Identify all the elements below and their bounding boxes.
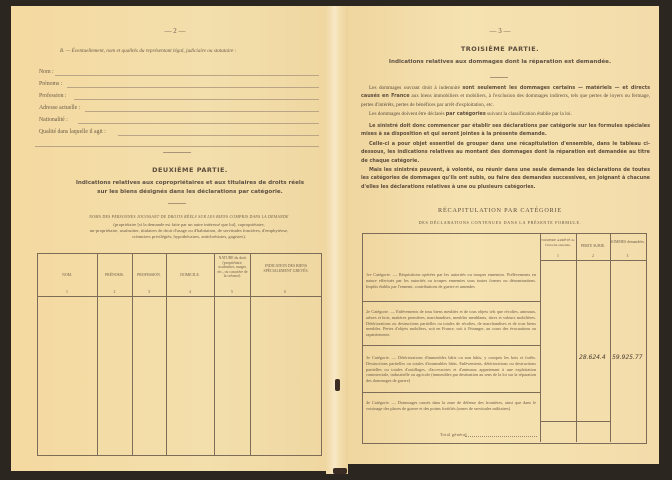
field-input-prenoms[interactable] (67, 87, 319, 88)
field-label-qualite: Qualité dans laquelle il agit : (39, 129, 106, 135)
col-divider (132, 253, 133, 455)
col-number: 4 (189, 290, 191, 294)
col-divider (540, 233, 541, 442)
total-leader-dots (465, 436, 537, 437)
tear-mark (335, 379, 340, 391)
col-header-prenoms: PRÉNOMS. (105, 273, 124, 277)
category-2-text: 2e Catégorie. — Enlèvements de tous biens meubles et de tous objets tels que récoltes, animaux, arbres et bois, matières premières, marchandises, meubles meublants, titres et valeurs mobilières. Détériorations ou destructions partielles ou totales de récoltes, de marchandises et de tous biens meubles. Pertes d'objets mobiliers, soit en France, soit à l'étranger, au cours des évacuations ou rapatriements (366, 309, 536, 338)
field-input-extra[interactable] (35, 146, 319, 147)
field-input-nationalite[interactable] (78, 123, 319, 124)
col-divider (214, 253, 215, 455)
col-divider (97, 253, 98, 455)
recap-col-header-nombre: NOMBRE ARRÊTÉ de l'autorité ennemie. (541, 238, 575, 247)
tear-mark (333, 468, 347, 474)
total-label: Total général (440, 432, 467, 437)
recap-col-header-perte: PERTE SUBIE. (580, 244, 606, 248)
col-divider (250, 253, 251, 455)
col-divider (610, 233, 611, 442)
field-label-nom: Nom : (39, 69, 54, 75)
part-2-title: DEUXIÈME PARTIE. (152, 166, 228, 174)
intro-paragraph-1: Les dommages ouvrant droit à indemnité sont seulement les dommages certains — matériels — et directs causés en France aux biens immobiliers et mobiliers, à l'exclusion des dommages indirects, tels que pertes de loyers ou fermage, pertes d'intérêts, pertes de bénéfices par arrêt d'exploitation, etc. (361, 85, 650, 108)
intro-paragraph-2: Les dommages doivent être déclarés par catégories suivant la classification établie par la loi. (369, 111, 572, 117)
divider (490, 77, 508, 78)
field-input-qualite[interactable] (118, 135, 319, 136)
col-header-nom: NOM. (62, 273, 72, 277)
field-input-profession[interactable] (74, 99, 319, 100)
category-4-text: 4e Catégorie. — Dommages causés dans la zone de défense des frontières, ainsi que dans le voisinage des places de guerre et des points fortifiés (zones de servitudes militaires) (366, 400, 536, 411)
part-2-subtitle-2: sur les biens désignés dans les déclarations par catégorie. (97, 189, 283, 195)
page-number-left: — 2 — (164, 27, 186, 35)
instruction-paragraph-3: Mais les sinistrés peuvent, à volonté, ou réunir dans une seule demande les déclarations de toutes les catégories de dommages qu'ils ont subis, ou faire des demandes successives, en joignant à chacune d'elles les déclarations relatives à une ou plusieurs catégories. (361, 167, 650, 190)
row-divider (362, 345, 540, 346)
table-note-2: nu-propriétaire, usufruitier, titulaires de droit d'usage ou d'habitation, de servitudes foncières, d'emphytéose, (89, 228, 289, 233)
col-header-biens: INDICATION DES BIENS SPÉCIALEMENT GREVÉS. (263, 264, 309, 273)
recap-table (362, 233, 647, 444)
col-number: 3 (626, 254, 629, 258)
part-3-subtitle: Indications relatives aux dommages dont la réparation est demandée. (388, 59, 612, 65)
part-2-subtitle-1: Indications relatives aux copropriétaires et aux titulaires de droits réels (75, 180, 305, 186)
field-label-adresse: Adresse actuelle : (39, 105, 81, 111)
category-3-perte-value[interactable]: 28.624.4 (579, 354, 606, 361)
row-divider (362, 301, 540, 302)
col-header-nature: NATURE du droit (propriétaire, usufruitier, usager, etc., ou caractère de la créance). (217, 256, 248, 279)
instruction-paragraph-2: Celle-ci a pour objet essentiel de grouper dans une récapitulation d'ensemble, dans le tableau ci-dessous, les indications relatives au montant des dommages dont la réparation est demandée au titre de chaque catégorie. (361, 141, 650, 164)
section-b-title: B. — Éventuellement, nom et qualités du représentant légal, judiciaire ou statutaire : (60, 48, 237, 54)
field-input-adresse[interactable] (85, 111, 319, 112)
row-divider (540, 421, 610, 422)
recap-title: RÉCAPITULATION PAR CATÉGORIE (438, 207, 562, 214)
table-header-divider (37, 296, 321, 297)
instruction-paragraph-1: Le sinistré doit donc commencer par établir ses déclarations par catégorie sur les formules spéciales mises à sa disposition et qui seront jointes à la présente demande. (361, 123, 650, 138)
rights-holders-table (37, 253, 322, 456)
page-number-right: — 3 — (489, 27, 511, 35)
table-header-divider (540, 260, 646, 261)
col-header-profession: PROFESSION. (137, 273, 161, 277)
category-1-text: 1re Catégorie. — Réquisitions opérées par les autorités ou troupes ennemies. Prélèvements en nature effectués par les autorités ou troupes ennemies sous toutes formes ou dénominations. Impôts établis par l'ennemi, contributions de guerre et amendes (366, 272, 536, 289)
category-3-sommes-value[interactable]: 59.925.77 (612, 354, 643, 361)
col-number: 3 (148, 290, 150, 294)
col-number: 2 (592, 254, 594, 258)
table-caption: NOMS DES PERSONNES JOUISSANT DE DROITS RÉELS SUR LES BIENS COMPRIS DANS LA DEMANDE (89, 215, 289, 219)
table-note-3: créanciers privilégiés, hypothécaires, antichrésistes, gagistes). (132, 234, 246, 239)
field-input-nom[interactable] (55, 75, 319, 76)
col-divider (576, 233, 577, 442)
divider (168, 203, 186, 204)
col-number: 6 (284, 290, 286, 294)
field-label-nationalite: Nationalité : (39, 117, 68, 123)
part-3-title: TROISIÈME PARTIE. (460, 45, 540, 53)
col-header-domicile: DOMICILE. (180, 273, 200, 277)
col-divider (166, 253, 167, 455)
col-number: 1 (557, 254, 559, 258)
row-divider (362, 392, 540, 393)
col-number: 1 (66, 290, 68, 294)
col-number: 2 (113, 290, 116, 294)
col-number: 5 (231, 290, 233, 294)
divider (163, 152, 191, 153)
category-3-text: 3e Catégorie. — Détériorations d'immeubles bâtis ou non bâtis, y compris les bois et forêts. Destructions partielles ou totales d'immeubles bâtis. Enlèvements, détériorations ou destructions partielles ou totales d'outillages, d'accessoires et d'animaux appartenant à une exploitation commerciale, industrielle ou agricole (immeubles par destination au sens de la loi sur la réparation des dommages de guerre) (366, 355, 536, 384)
recap-subtitle: DES DÉCLARATIONS CONTENUES DANS LA PRÉSENTE FORMULE. (418, 220, 582, 225)
field-label-prenoms: Prénoms : (39, 81, 63, 87)
field-label-profession: Profession : (39, 93, 67, 99)
recap-col-header-sommes: SOMMES demandées. (610, 240, 645, 244)
table-note-1: (propriétaire [si la demande est faite par un autre intéressé que lui], copropriétaire, (113, 222, 265, 227)
